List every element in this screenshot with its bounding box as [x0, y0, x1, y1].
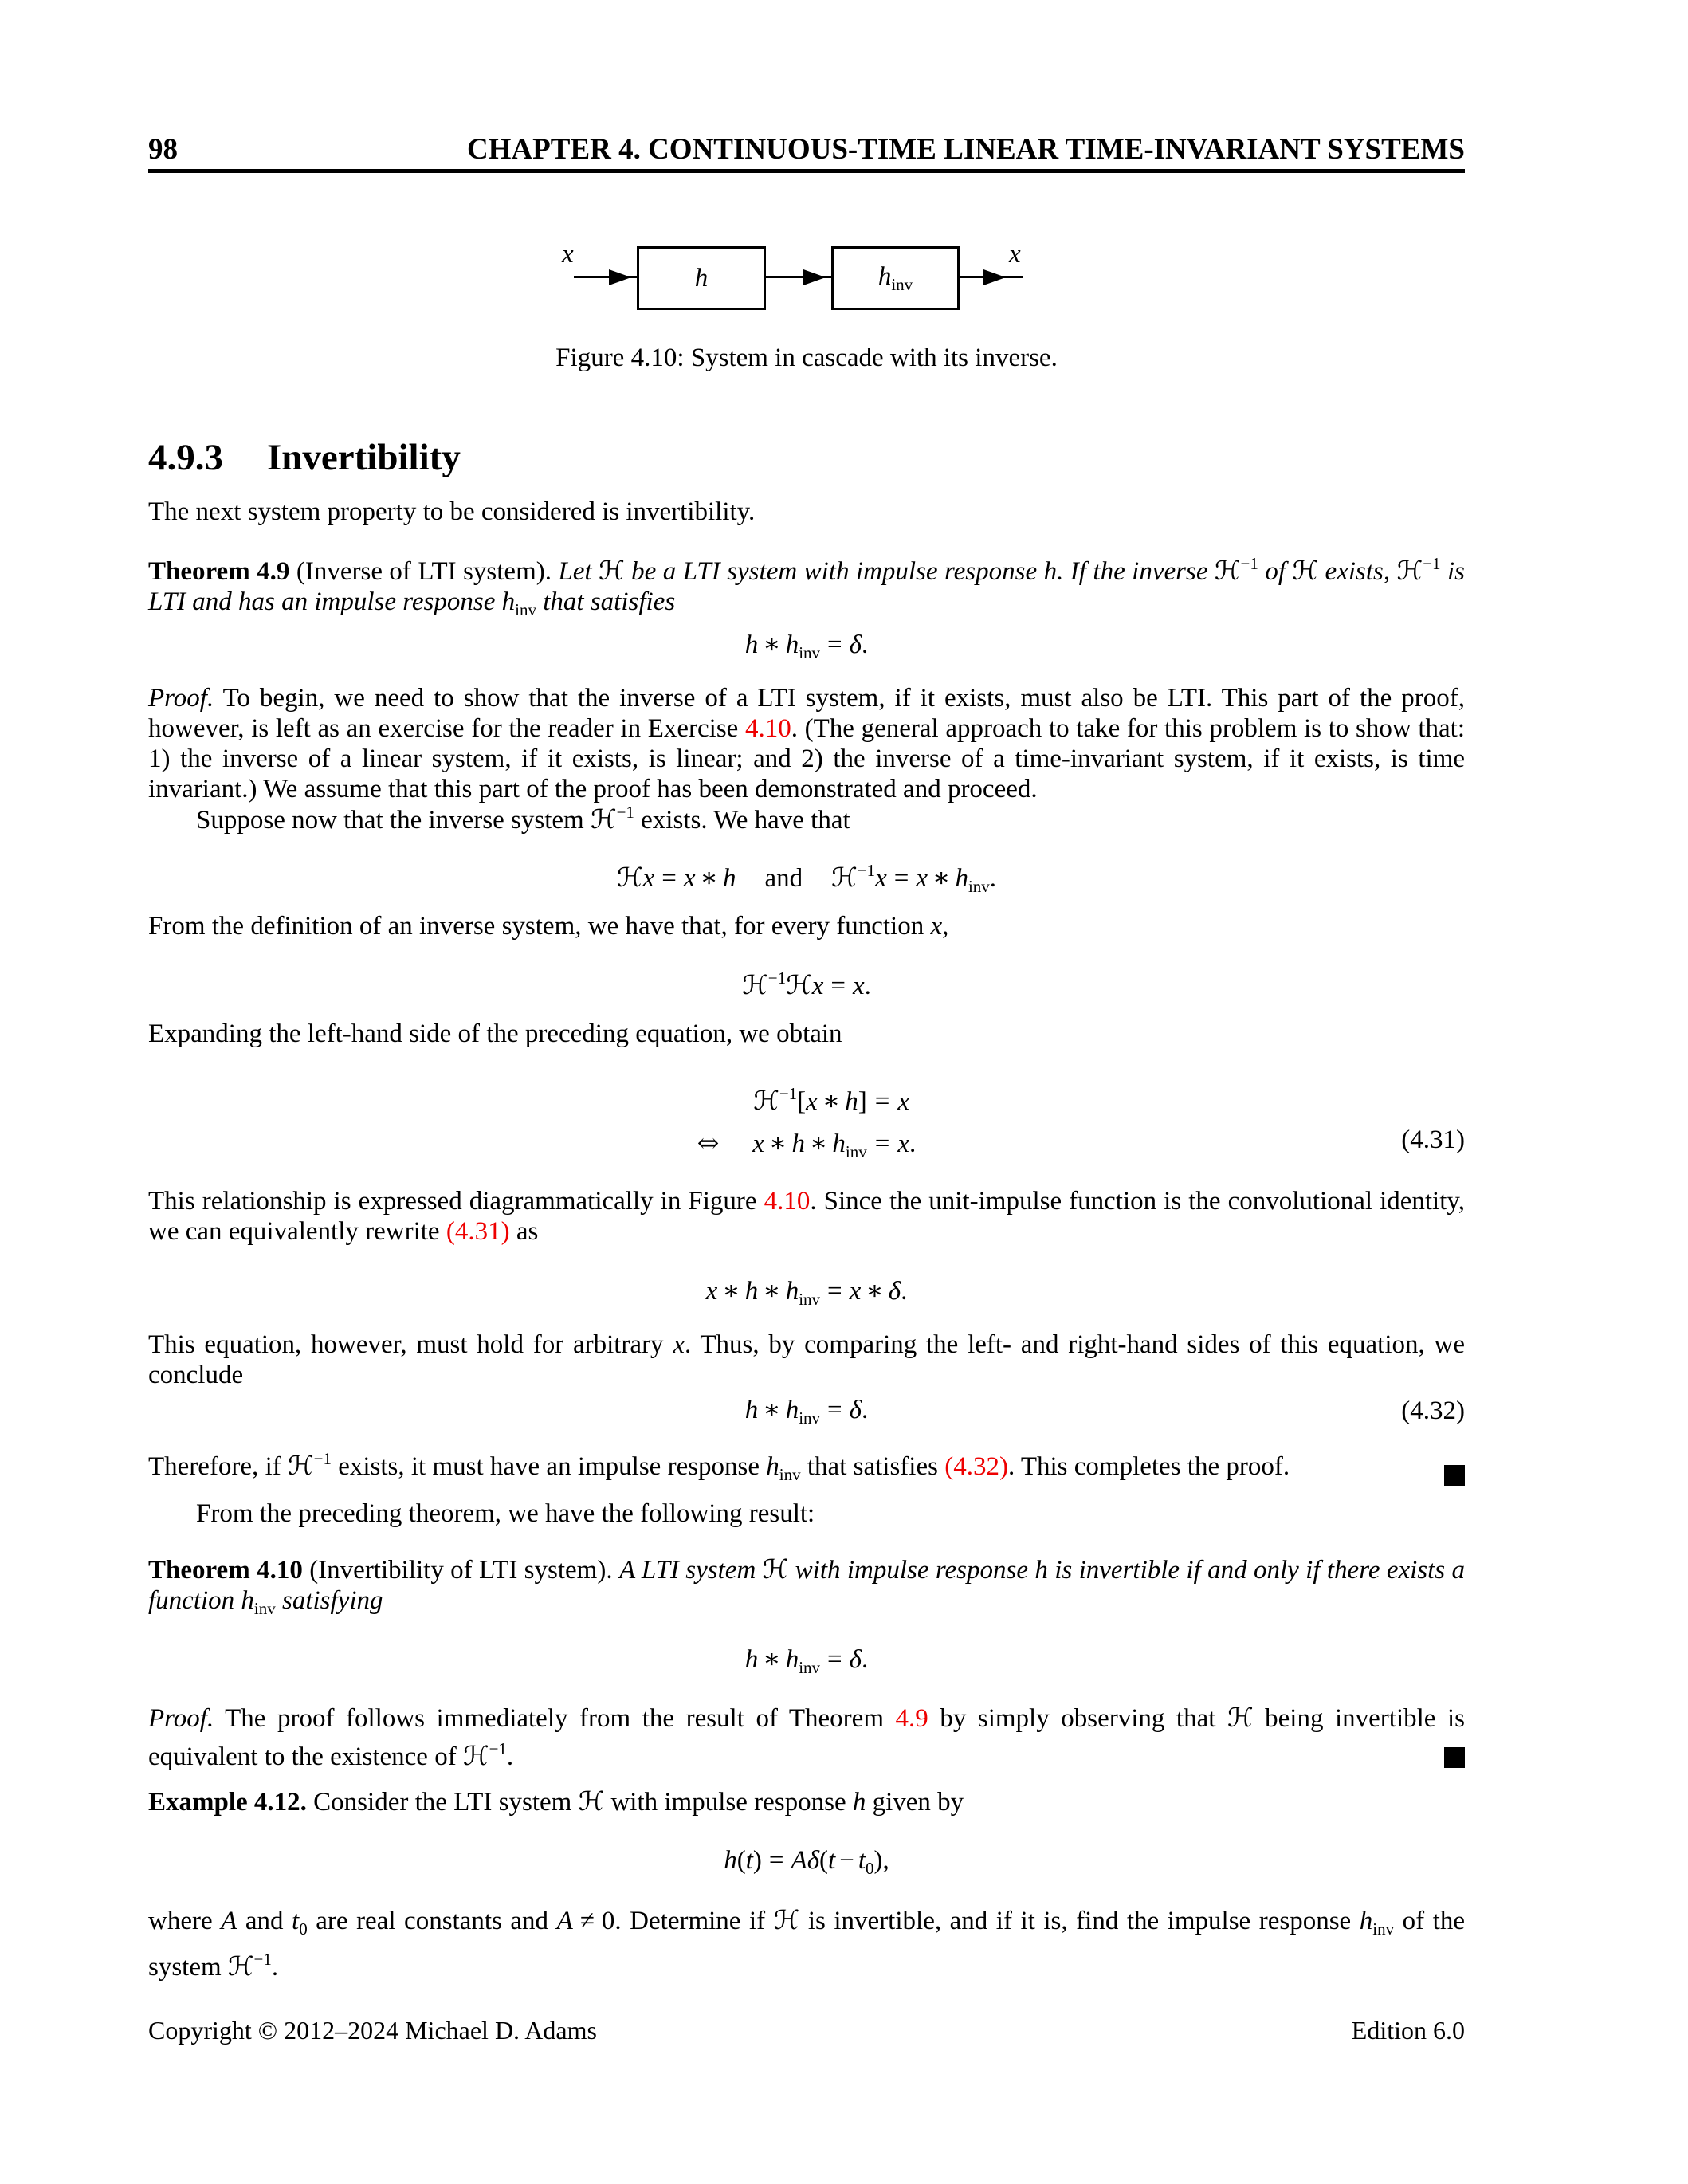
text-run: x — [811, 972, 824, 1000]
text-run: inv — [1372, 1919, 1395, 1938]
text-run: is invertible if and only if there exists a function — [148, 1556, 1466, 1615]
text-run: x — [849, 1277, 862, 1306]
text-run: Proof. — [148, 684, 214, 713]
text-run: satisfying — [275, 1586, 383, 1615]
text-run: exists. We have that — [634, 806, 850, 835]
text-run: = — [827, 1396, 842, 1424]
text-run: h — [1043, 557, 1058, 586]
paragraph-from-theorem — [148, 1499, 1465, 1529]
header-rule — [148, 169, 1465, 173]
text-run: h — [694, 263, 709, 293]
text-run: −1 — [616, 803, 634, 822]
text-run: h — [785, 1645, 799, 1674]
text-run: −1 — [313, 1449, 332, 1468]
text-run: This equation, however, must hold for arbitrary — [148, 1330, 673, 1359]
text-run: (Invertibility of LTI system). — [302, 1556, 619, 1585]
figure-input-signal-label — [562, 239, 574, 269]
text-run: h — [1034, 1556, 1048, 1585]
text-run: This relationship is expressed diagrammatically in Figure — [148, 1187, 764, 1216]
equation-body — [705, 1275, 908, 1309]
equation-h-hinv-delta-1 — [148, 628, 1465, 669]
text-run: ℋ — [786, 969, 812, 1000]
paragraph-text — [148, 1704, 1465, 1771]
text-run: Example 4.12. — [148, 1788, 307, 1817]
text-run: as — [509, 1217, 539, 1246]
equation-body — [744, 628, 869, 662]
aligned-equation — [697, 1073, 917, 1173]
text-run: ∗ — [822, 1085, 841, 1116]
output-arrowhead-icon — [983, 269, 1006, 285]
text-run: . — [862, 630, 869, 659]
text-run: h — [241, 1586, 254, 1615]
text-run: ∗ — [763, 628, 781, 659]
text-run: exists, it must have an impulse response — [331, 1452, 767, 1481]
text-run: x — [683, 864, 696, 893]
text-run: δ — [888, 1277, 901, 1306]
text-run: ℋ — [616, 862, 643, 893]
text-run: ℋ — [1396, 555, 1423, 586]
equation-hinv-hx-x — [148, 962, 1465, 1002]
text-run: ∗ — [932, 862, 951, 893]
text-run: A — [556, 1907, 573, 1935]
text-run: Therefore, if — [148, 1452, 288, 1481]
equation-4-31-block — [148, 1073, 1465, 1161]
text-run: be a LTI system with impulse response — [624, 557, 1044, 586]
text-run: x — [852, 972, 865, 1000]
text-run: Theorem 4.10 — [148, 1556, 303, 1585]
middle-arrowhead-icon — [803, 269, 826, 285]
text-run: δ — [807, 1846, 820, 1875]
text-run: being invertible is equivalent to the existence of — [148, 1704, 1465, 1771]
text-run: x — [562, 240, 574, 269]
text-run: δ — [849, 1396, 862, 1424]
text-run: Expanding the left-hand side of the preceding equation, we obtain — [148, 1019, 842, 1048]
text-run: = — [827, 1645, 842, 1674]
text-run: and — [764, 864, 803, 893]
equation-row — [697, 1073, 917, 1122]
text-run: exists, — [1318, 557, 1397, 586]
text-run: . — [862, 1645, 869, 1674]
text-run: x — [930, 912, 943, 941]
text-run: of — [1258, 557, 1293, 586]
text-run: ℋ — [762, 1554, 789, 1585]
text-run: = — [661, 864, 677, 893]
text-run: h — [955, 864, 968, 893]
text-run: A — [791, 1846, 807, 1875]
text-run: with impulse response — [788, 1556, 1035, 1585]
equation-number-4-32: (4.32) — [1401, 1396, 1465, 1425]
text-run: = — [827, 1277, 842, 1306]
text-run: ≠ — [579, 1907, 595, 1935]
text-run: ℋ — [773, 1904, 800, 1935]
text-run: x — [752, 1129, 765, 1158]
text-run: The next system property to be considered is invertibility. — [148, 497, 756, 526]
text-run: inv — [891, 274, 913, 294]
equation-h-hinv-delta-2 — [148, 1643, 1465, 1683]
text-run: = — [830, 972, 846, 1000]
text-run: is LTI and has an impulse response — [148, 557, 1466, 616]
text-run: h — [852, 1788, 866, 1817]
text-run: x — [806, 1087, 818, 1116]
reference-link[interactable]: (4.31) — [446, 1217, 510, 1246]
text-run: inv — [799, 1408, 821, 1428]
text-run: . — [864, 972, 871, 1000]
text-run: ∗ — [763, 1643, 781, 1674]
text-run: h — [722, 864, 736, 893]
text-run: h — [744, 1396, 759, 1424]
text-run: with impulse response — [604, 1788, 853, 1817]
text-run: ℋ — [462, 1740, 489, 1771]
text-run: h — [877, 261, 892, 291]
text-run: , — [882, 1846, 889, 1875]
system-box-hinv — [831, 246, 960, 310]
text-run: . — [271, 1953, 279, 1982]
text-run: . Thus, by comparing the left- and right-hand sides of this equation, we conclude — [148, 1330, 1465, 1389]
text-run: h — [724, 1846, 737, 1875]
text-run: ∗ — [722, 1275, 740, 1306]
equation-impulse-response — [148, 1844, 1465, 1884]
paragraph-therefore — [148, 1444, 1465, 1490]
text-run: inv — [799, 1658, 821, 1677]
text-run: h — [744, 1277, 759, 1306]
text-run: −1 — [1423, 554, 1441, 573]
text-run: inv — [845, 1142, 867, 1161]
text-run: A LTI system — [618, 1556, 763, 1585]
text-run: h — [1359, 1907, 1373, 1935]
equation-hx-and-hinvx — [148, 854, 1465, 902]
text-run: . If the inverse — [1057, 557, 1215, 586]
text-run: Consider the LTI system — [306, 1788, 579, 1817]
reference-link[interactable]: 4.9 — [895, 1704, 928, 1733]
text-run: To begin, we need to show that the inverse of a LTI system, if it exists, must also be LTI. This part of the proof, however, is left as an exercise for the reader in Exercise — [148, 684, 1465, 743]
text-run: ℋ — [590, 803, 617, 835]
text-run: ] — [858, 1087, 867, 1116]
equation-relation: = — [874, 1087, 890, 1116]
text-run: ( — [736, 1846, 746, 1875]
system-box-h-label — [695, 264, 709, 293]
system-box-h — [637, 246, 766, 310]
text-run: t — [858, 1846, 866, 1875]
paragraph-text — [148, 1449, 1290, 1484]
text-run: h — [832, 1129, 846, 1158]
paragraph-intro — [148, 497, 1465, 527]
text-run: is invertible, and if it is, find the impulse response — [799, 1907, 1360, 1935]
text-run: by simply observing that — [928, 1704, 1227, 1733]
equation-number-4-31: (4.31) — [1401, 1125, 1465, 1154]
figure-4-10 — [148, 239, 1465, 383]
text-run: −1 — [857, 861, 876, 880]
text-run: . — [901, 1277, 908, 1306]
text-run: x — [705, 1277, 718, 1306]
example-4-12 — [148, 1786, 1465, 1817]
text-run: x — [916, 864, 928, 893]
text-run: Proof. — [148, 1704, 214, 1733]
text-run: are real constants and — [307, 1907, 557, 1935]
equation-4-32-block — [148, 1393, 1465, 1434]
text-run: t — [292, 1907, 300, 1935]
text-run: inv — [779, 1465, 801, 1484]
text-run: ∗ — [763, 1275, 781, 1306]
text-run: x — [673, 1330, 685, 1359]
text-run: = — [893, 864, 909, 893]
text-run: Theorem 4.9 — [148, 557, 290, 586]
system-box-hinv-label — [878, 262, 913, 295]
paragraph-expanding — [148, 1019, 1465, 1049]
paragraph-from-definition — [148, 911, 1465, 941]
text-run: . — [909, 1129, 917, 1158]
text-run: ℋ — [753, 1085, 779, 1116]
text-run: From the definition of an inverse system, we have that, for every function — [148, 912, 931, 941]
text-run: ℋ — [1292, 555, 1319, 586]
text-run: −1 — [779, 1084, 798, 1103]
text-run: where — [148, 1907, 222, 1935]
text-run: inv — [799, 643, 821, 662]
text-run: ℋ — [1227, 1702, 1254, 1733]
text-run: x — [897, 1087, 910, 1116]
text-run: . This completes the proof. — [1007, 1452, 1290, 1481]
text-run: x — [897, 1129, 910, 1158]
text-run: (Inverse of LTI system). — [289, 557, 559, 586]
text-run: h — [845, 1087, 858, 1116]
text-run: The proof follows immediately from the result of Theorem — [214, 1704, 896, 1733]
text-run: x — [642, 864, 655, 893]
text-run: x — [875, 864, 887, 893]
text-run: , — [942, 912, 949, 941]
text-run: From the preceding theorem, we have the following result: — [196, 1499, 815, 1528]
text-run: ⇔ — [697, 1127, 720, 1158]
equation-body — [744, 1643, 869, 1677]
equation-lhs — [697, 1122, 867, 1173]
equation-body — [742, 968, 871, 1000]
equation-body — [724, 1846, 889, 1878]
text-run: . Since the unit-impulse function is the convolutional identity, we can equivalently rewrite — [148, 1187, 1465, 1246]
text-run: 0 — [866, 1859, 874, 1878]
text-run: Suppose now that the inverse system — [196, 806, 591, 835]
text-run: t — [828, 1846, 836, 1875]
text-run: ∗ — [700, 862, 718, 893]
text-run: h — [744, 1645, 759, 1674]
text-run: x — [1009, 240, 1021, 269]
paragraph-this-equation — [148, 1330, 1465, 1390]
text-run: h — [785, 1277, 799, 1306]
equation-rhs — [897, 1073, 916, 1122]
text-run: −1 — [489, 1739, 507, 1758]
figure-caption: Figure 4.10: System in cascade with its inverse. — [555, 344, 1058, 372]
text-run: and — [237, 1907, 292, 1935]
text-run: ℋ — [287, 1450, 314, 1481]
text-run: inv — [968, 877, 990, 896]
page-number: 98 — [148, 133, 178, 166]
text-run: ℋ — [599, 555, 625, 586]
reference-link[interactable]: 4.10 — [745, 714, 791, 743]
input-arrowhead-icon — [609, 269, 631, 285]
qed-symbol — [1444, 1465, 1465, 1486]
theorem-4-10 — [148, 1554, 1465, 1624]
text-run: inv — [253, 1599, 276, 1618]
text-run: ℋ — [831, 862, 858, 893]
page-footer — [148, 2015, 1465, 2045]
text-run: h — [785, 1396, 799, 1424]
text-run: h — [791, 1129, 805, 1158]
text-run: ∗ — [763, 1393, 781, 1424]
text-run: δ — [849, 630, 862, 659]
chapter-title: CHAPTER 4. CONTINUOUS-TIME LINEAR TIME-INVARIANT SYSTEMS — [466, 133, 1465, 166]
text-run: δ — [849, 1645, 862, 1674]
text-run: = — [768, 1846, 784, 1875]
qed-symbol — [1444, 1747, 1465, 1768]
paragraph-relationship — [148, 1186, 1465, 1247]
text-run: . (The general approach to take for this problem is to show that: 1) the inverse of a linear system, if it exists, is linear; and 2) the inverse of a time-invariant system, if it exists, is time invariant.) We assume that this part of the proof has been demonstrated and proceed. — [148, 714, 1466, 803]
figure-output-signal-label — [1009, 239, 1021, 269]
text-run: h — [744, 630, 759, 659]
footer-copyright: Copyright © 2012–2024 Michael D. Adams — [148, 2016, 597, 2045]
text-run: of the system — [148, 1907, 1465, 1982]
text-run: = — [827, 630, 842, 659]
text-run: given by — [866, 1788, 964, 1817]
equation-lhs — [697, 1073, 867, 1122]
text-run: ) — [873, 1846, 883, 1875]
equation-body — [616, 861, 997, 896]
text-run: −1 — [1240, 554, 1258, 573]
text-run: ℋ — [1214, 555, 1241, 586]
text-run: . — [506, 1742, 514, 1771]
text-run: 0 — [299, 1919, 308, 1938]
text-run: ( — [819, 1846, 829, 1875]
text-run: ∗ — [809, 1127, 828, 1158]
paragraph-suppose — [148, 797, 1465, 835]
text-run: 0. Determine if — [601, 1907, 774, 1935]
text-run: that satisfies — [536, 587, 676, 616]
text-run: A — [221, 1907, 237, 1935]
section-title: Invertibility — [267, 437, 461, 478]
equation-relation: = — [874, 1129, 890, 1158]
text-run: inv — [515, 600, 536, 619]
text-run: t — [745, 1846, 753, 1875]
text-run: ℋ — [227, 1950, 254, 1982]
paragraph-where — [148, 1905, 1465, 1982]
reference-link[interactable]: 4.10 — [764, 1187, 811, 1216]
section-number: 4.9.3 — [148, 437, 223, 478]
text-run: ∗ — [769, 1127, 787, 1158]
text-run: ) — [752, 1846, 762, 1875]
text-run: [ — [797, 1087, 807, 1116]
theorem-4-9 — [148, 548, 1465, 625]
text-run: . — [862, 1396, 869, 1424]
text-run: h — [766, 1452, 779, 1481]
text-run: ∗ — [866, 1275, 884, 1306]
text-run: − — [839, 1846, 854, 1875]
equation-body — [744, 1393, 869, 1428]
text-run: −1 — [253, 1950, 272, 1969]
equation-x-h-hinv-x-delta — [148, 1275, 1465, 1315]
text-run: inv — [799, 1290, 821, 1309]
reference-link[interactable]: (4.32) — [944, 1452, 1008, 1481]
equation-rhs — [897, 1122, 916, 1173]
text-run: −1 — [767, 968, 787, 988]
text-run: h — [785, 630, 799, 659]
equation-row — [697, 1122, 917, 1173]
footer-edition: Edition 6.0 — [1351, 2016, 1465, 2045]
proof-theorem-4-10 — [148, 1703, 1465, 1772]
text-run: ℋ — [742, 969, 768, 1000]
section-heading — [148, 438, 1465, 477]
text-run: . — [989, 864, 997, 893]
text-run: ℋ — [578, 1785, 605, 1817]
proof-theorem-4-9 — [148, 683, 1465, 804]
text-run: h — [501, 587, 516, 616]
text-run: Let — [558, 557, 599, 586]
text-run: that satisfies — [800, 1452, 945, 1481]
page-header — [148, 134, 1465, 166]
